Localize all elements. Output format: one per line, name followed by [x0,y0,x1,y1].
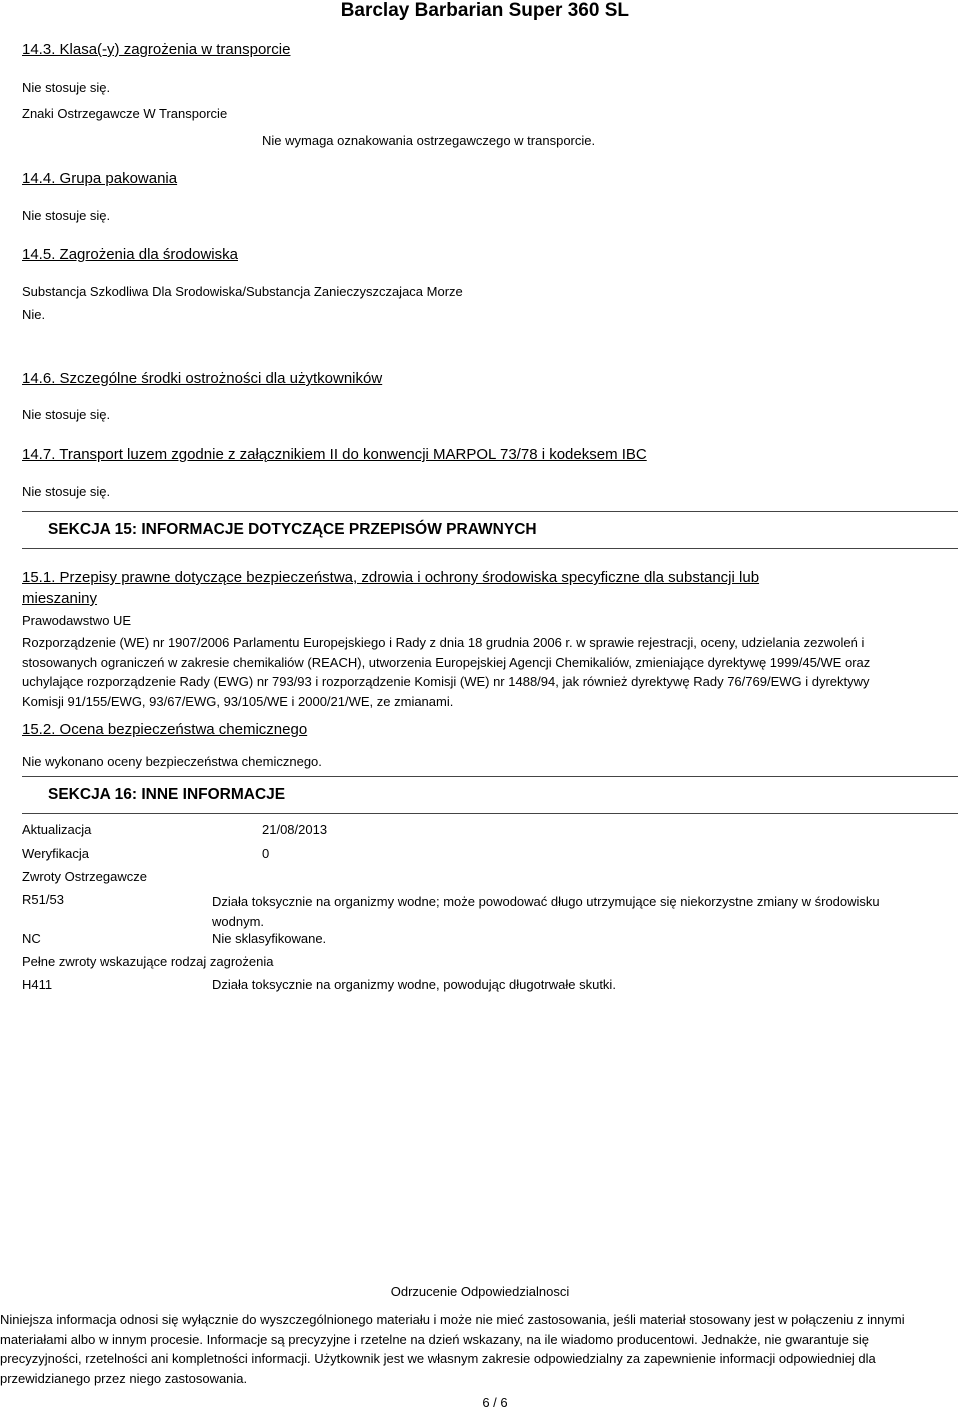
transport-marks-value: Nie wymaga oznakowania ostrzegawczego w transporcie. [262,133,596,148]
r51-text: Działa toksycznie na organizmy wodne; może powodować długo utrzymujące się niekorzystne zmiany w środowisku wodnym. [212,894,880,929]
section-15-2-value: Nie wykonano oceny bezpieczeństwa chemicznego. [22,754,322,769]
section-14-7-heading: 14.7. Transport luzem zgodnie z załącznikiem II do konwencji MARPOL 73/78 i kodeksem IBC [22,446,647,463]
verification-label: Weryfikacja [22,846,89,861]
section-15-2-heading: 15.2. Ocena bezpieczeństwa chemicznego [22,721,308,738]
update-label: Aktualizacja [22,822,92,837]
environment-hazard-label: Substancja Szkodliwa Dla Srodowiska/Substancja Zanieczyszczajaca Morze [22,284,463,299]
transport-marks-label: Znaki Ostrzegawcze W Transporcie [22,106,228,121]
section-15-1-heading-line1: 15.1. Przepisy prawne dotyczące bezpieczeństwa, zdrowia i ochrony środowiska specyficzne dla substancji lub [22,569,760,586]
verification-value: 0 [262,846,270,861]
section-14-6-value: Nie stosuje się. [22,407,111,422]
section-15-bar [22,511,958,549]
section-16-title: SEKCJA 16: INNE INFORMACJE [48,786,286,803]
section-14-4-value: Nie stosuje się. [22,208,111,223]
nc-text: Nie sklasyfikowane. [212,931,327,946]
h411-text: Działa toksycznie na organizmy wodne, powodując długotrwałe skutki. [212,977,616,992]
section-14-5-heading: 14.5. Zagrożenia dla środowiska [22,246,238,263]
document-title: Barclay Barbarian Super 360 SL [340,0,629,21]
h411-code: H411 [22,977,53,992]
disclaimer-text: Niniejsza informacja odnosi się wyłącznie do wyszczególnionego materiału i może nie mieć zastosowania, jeśli materiał stosowany jest w połączeniu z innymi materiałami albo w innym procesie. Informacje są precyzyjne i rzetelne na dzień wskazany, na ile wiadomo producentowi. Jednakże, nie gwarantuje się precyzyjności, rzetelności ani kompletności informacji. Użytkownik jest we własnym zakresie odpowiedzialny za zapewnienie informacji odpowiedniej dla przewidzianego przez niego zastosowania. [0,1312,905,1386]
risk-phrases-label: Zwroty Ostrzegawcze [22,869,147,884]
section-14-7-value: Nie stosuje się. [22,484,111,499]
section-15-title: SEKCJA 15: INFORMACJE DOTYCZĄCE PRZEPISÓW PRAWNYCH [48,521,537,538]
section-14-3-value: Nie stosuje się. [22,80,111,95]
section-14-6-heading: 14.6. Szczególne środki ostrożności dla użytkowników [22,370,383,387]
nc-code: NC [22,931,41,946]
r51-code: R51/53 [22,892,64,907]
section-14-3-heading: 14.3. Klasa(-y) zagrożenia w transporcie [22,41,291,58]
eu-legislation-text: Rozporządzenie (WE) nr 1907/2006 Parlamentu Europejskiego i Rady z dnia 18 grudnia 2006 r. w sprawie rejestracji, oceny, udzielania zezwoleń i stosowanych ograniczeń w zakresie chemikaliów (REACH), utworzenia Europejskiej Agencji Chemikaliów, zmieniające dyrektywę 1999/45/WE oraz uchylające rozporządzenie Rady (EWG) nr 793/93 i rozporządzenie Komisji (WE) nr 1488/94, jak również dyrektywę Rady 76/769/EWG i dyrektywy Komisji 91/155/EWG, 93/67/EWG, 93/105/WE i 2000/21/WE, ze zmianami. [22,635,871,709]
section-16-bar [22,776,958,814]
section-15-1-heading-line2: mieszaniny [22,590,98,607]
hazard-statements-label: Pełne zwroty wskazujące rodzaj zagrożenia [22,954,274,969]
disclaimer-title: Odrzucenie Odpowiedzialnosci [390,1284,570,1299]
page-number: 6 / 6 [482,1395,508,1410]
update-value: 21/08/2013 [262,822,328,837]
eu-legislation-label: Prawodawstwo UE [22,613,132,628]
environment-hazard-value: Nie. [22,307,46,322]
section-14-4-heading: 14.4. Grupa pakowania [22,170,178,187]
